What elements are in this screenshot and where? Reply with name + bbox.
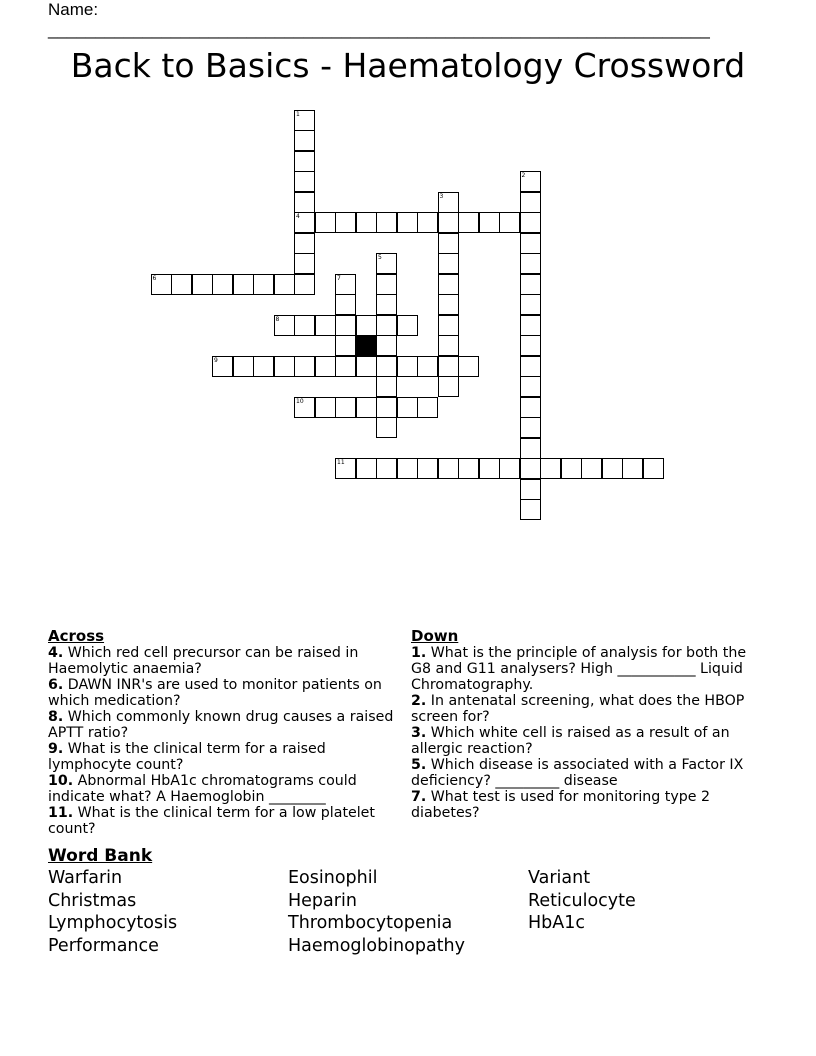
grid-cell[interactable] [376,294,397,315]
across-clue [48,773,403,805]
clue-text: DAWN INR's are used to monitor patients on which medication? [48,677,382,709]
grid-cell[interactable] [397,397,418,418]
grid-cell[interactable] [520,438,541,459]
grid-cell[interactable] [438,212,459,233]
grid-cell[interactable] [294,233,315,254]
grid-cell[interactable] [438,294,459,315]
grid-cell[interactable] [479,458,500,479]
word-bank-word: Lymphocytosis [48,913,178,934]
grid-cell[interactable] [335,212,356,233]
grid-cell[interactable] [397,356,418,377]
down-clue [411,789,766,821]
down-clues [411,627,766,821]
clue-number: 4. [48,645,64,661]
grid-cell[interactable] [458,212,479,233]
word-bank-heading: Word Bank [48,846,153,866]
grid-cell[interactable] [438,376,459,397]
grid-cell[interactable] [274,315,295,336]
word-bank-column [48,867,177,958]
down-heading: Down [411,627,459,645]
grid-cell[interactable] [335,294,356,315]
clue-text: Which red cell precursor can be raised in Haemolytic anaemia? [48,645,359,677]
grid-cell[interactable] [294,274,315,295]
cell-number: 3 [439,192,444,200]
clue-number: 8. [48,709,64,725]
grid-cell[interactable] [335,315,356,336]
grid-cell[interactable] [520,233,541,254]
grid-cell[interactable] [520,417,541,438]
grid-cell[interactable] [520,458,541,479]
word-bank-word: Haemoglobinopathy [288,936,465,957]
grid-cell[interactable] [520,192,541,213]
clue-text: What is the clinical term for a low platelet count? [48,805,375,837]
cell-number: 6 [152,274,157,282]
clue-text: What is the principle of analysis for both the G8 and G11 analysers? High ___________ Liquid Chromatography. [411,645,747,693]
grid-cell[interactable] [520,253,541,274]
word-bank-word: Heparin [288,890,357,911]
clue-number: 6. [48,677,64,693]
grid-cell[interactable] [356,356,377,377]
grid-cell[interactable] [458,458,479,479]
grid-cell[interactable] [417,458,438,479]
grid-cell[interactable] [294,192,315,213]
grid-cell[interactable] [212,356,233,377]
grid-cell[interactable] [520,397,541,418]
grid-cell[interactable] [356,397,377,418]
grid-cell[interactable] [438,458,459,479]
grid-cell[interactable] [438,335,459,356]
grid-cell[interactable] [479,212,500,233]
grid-cell[interactable] [294,212,315,233]
grid-cell[interactable] [581,458,602,479]
word-bank-word: Performance [48,936,159,957]
cell-number: 7 [337,274,341,282]
grid-cell[interactable] [171,274,192,295]
word-bank-word: Warfarin [48,868,123,888]
clue-number: 9. [48,741,64,757]
grid-cell[interactable] [602,458,623,479]
grid-cell[interactable] [376,212,397,233]
grid-cell[interactable] [397,315,418,336]
down-clue [411,725,766,757]
grid-cell[interactable] [253,274,274,295]
grid-cell[interactable] [315,212,336,233]
name-line[interactable]: Name: ______________________________________________________________________ [48,0,710,39]
grid-cell[interactable] [520,499,541,520]
grid-cell[interactable] [520,294,541,315]
grid-cell[interactable] [294,253,315,274]
cell-number: 5 [378,254,382,261]
cell-number: 4 [296,213,300,220]
down-clue [411,645,766,693]
clue-text: Which white cell is raised as a result of an allergic reaction? [411,725,730,757]
word-bank-word: Christmas [48,890,137,911]
grid-cell[interactable] [253,356,274,377]
down-clue [411,693,766,725]
cell-number: 2 [521,172,526,179]
grid-cell[interactable] [233,274,254,295]
clue-number: 3. [411,725,427,741]
across-clues [48,627,403,837]
grid-cell[interactable] [520,479,541,500]
grid-cell[interactable] [376,253,397,274]
grid-cell[interactable] [233,356,254,377]
clue-number: 10. [48,773,74,789]
clue-text: Which disease is associated with a Factor IX deficiency? _________ disease [411,757,744,789]
grid-cell[interactable] [417,212,438,233]
grid-cell[interactable] [294,110,315,131]
across-clue [48,709,403,741]
grid-cell[interactable] [376,417,397,438]
grid-cell[interactable] [212,274,233,295]
cell-number: 9 [214,356,218,364]
grid-cell[interactable] [356,212,377,233]
grid-cell[interactable] [376,376,397,397]
grid-cell[interactable] [192,274,213,295]
grid-cell[interactable] [643,458,664,479]
word-bank-word: Variant [528,868,591,888]
word-bank-word: Thrombocytopenia [288,913,453,934]
word-bank-column [288,867,465,958]
clue-text: In antenatal screening, what does the HBOP screen for? [411,693,745,725]
grid-cell[interactable] [356,315,377,336]
clue-text: Which commonly known drug causes a raised APTT ratio? [48,709,394,741]
grid-cell[interactable] [417,356,438,377]
grid-cell[interactable] [520,274,541,295]
grid-cell[interactable] [438,356,459,377]
grid-cell[interactable] [540,458,561,479]
cell-number: 8 [275,315,280,323]
grid-cell[interactable] [438,192,459,213]
down-clue [411,757,766,789]
grid-cell[interactable] [274,274,295,295]
clue-number: 5. [411,757,427,773]
page-title: Back to Basics - Haematology Crossword [70,46,746,85]
clue-number: 7. [411,789,427,805]
grid-cell[interactable] [294,130,315,151]
grid-cell[interactable] [294,315,315,336]
grid-cell[interactable] [376,274,397,295]
grid-cell[interactable] [520,212,541,233]
grid-cell[interactable] [294,397,315,418]
word-bank-word: Reticulocyte [528,890,636,911]
grid-cell[interactable] [376,458,397,479]
across-clue [48,805,403,837]
cell-number: 10 [296,397,304,405]
grid-cell[interactable] [274,356,295,377]
grid-cell[interactable] [438,315,459,336]
grid-cell[interactable] [335,356,356,377]
grid-cell[interactable] [561,458,582,479]
grid-cell[interactable] [376,356,397,377]
grid-cell[interactable] [335,274,356,295]
word-bank-column [528,867,636,935]
grid-cell[interactable] [397,212,418,233]
grid-cell[interactable] [315,356,336,377]
word-bank-word: Eosinophil [288,868,378,888]
grid-cell[interactable] [499,212,520,233]
grid-cell[interactable] [315,315,336,336]
grid-cell[interactable] [417,397,438,418]
grid-cell[interactable] [520,356,541,377]
across-heading: Across [48,627,105,645]
grid-cell[interactable] [151,274,172,295]
clue-text: What test is used for monitoring type 2 diabetes? [411,789,711,821]
grid-cell[interactable] [458,356,479,377]
across-clue [48,741,403,773]
grid-cell[interactable] [376,335,397,356]
grid-cell[interactable] [438,233,459,254]
grid-cell[interactable] [294,356,315,377]
cell-number: 11 [337,459,345,466]
clue-number: 1. [411,645,427,661]
across-clue [48,677,403,709]
grid-cell[interactable] [294,151,315,172]
clue-text: Abnormal HbA1c chromatograms could indicate what? A Haemoglobin ________ [48,773,357,805]
grid-cell[interactable] [294,171,315,192]
grid-cell[interactable] [520,315,541,336]
word-bank-word: HbA1c [528,913,585,934]
clue-text: What is the clinical term for a raised lymphocyte count? [48,741,326,773]
grid-cell[interactable] [520,171,541,192]
grid-cell[interactable] [438,253,459,274]
grid-cell[interactable] [335,458,356,479]
grid-cell[interactable] [315,397,336,418]
grid-cell[interactable] [397,458,418,479]
cell-number: 1 [296,110,300,118]
grid-cell[interactable] [376,397,397,418]
grid-cell[interactable] [622,458,643,479]
grid-cell[interactable] [376,315,397,336]
blocked-cell [356,335,377,356]
grid-cell[interactable] [356,458,377,479]
across-clue [48,645,403,677]
grid-cell[interactable] [335,397,356,418]
grid-cell[interactable] [520,376,541,397]
grid-cell[interactable] [335,335,356,356]
clue-number: 11. [48,805,74,821]
grid-cell[interactable] [499,458,520,479]
grid-cell[interactable] [438,274,459,295]
grid-cell[interactable] [520,335,541,356]
clue-number: 2. [411,693,427,709]
